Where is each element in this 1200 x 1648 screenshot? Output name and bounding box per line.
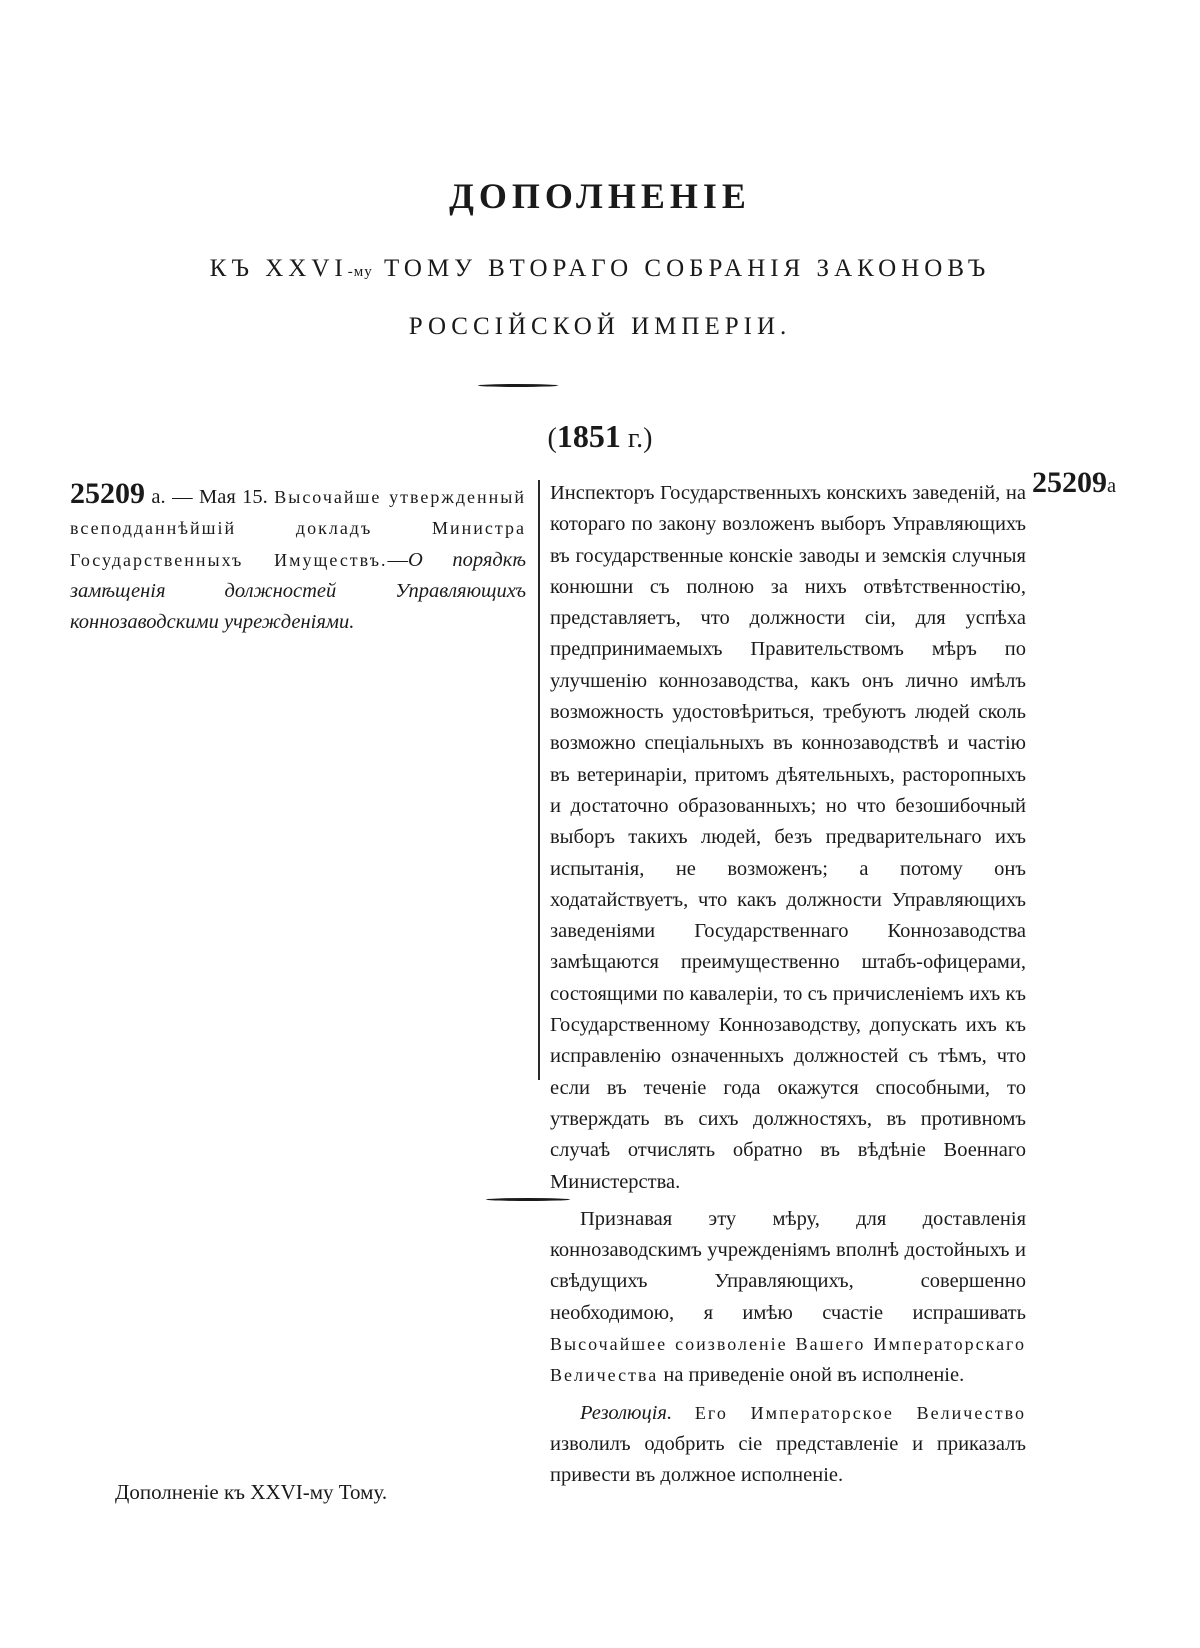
subtitle-line-1 <box>0 256 1200 281</box>
subtitle-line-2: РОССІЙСКОЙ ИМПЕРІИ. <box>408 313 792 340</box>
ornament-rule-bottom <box>486 1198 570 1201</box>
subtitle-collection: ТОМУ ВТОРАГО СОБРАНІЯ ЗАКОНОВЪ <box>383 255 991 282</box>
year-heading <box>0 420 1200 453</box>
subtitle-prefix: КЪ <box>209 255 254 282</box>
conclusion-end: на приведеніе оной въ исполненіе. <box>658 1364 965 1387</box>
margin-number: 25209 <box>1032 466 1107 499</box>
footer-signature: Дополненіе къ XXVI-му Тому. <box>115 1480 388 1504</box>
paragraph-resolution <box>550 1398 1026 1492</box>
resolution-text: изволилъ одобрить сіе представленіе и приказалъ привести въ должное исполненіе. <box>550 1432 1026 1487</box>
resolution-label: Резолюція. <box>580 1401 673 1424</box>
paragraph-conclusion <box>550 1204 1026 1392</box>
resolution-honorific: Его Императорское Величество <box>672 1402 1026 1423</box>
law-letter: а. <box>151 486 166 508</box>
entry-heading <box>70 478 526 638</box>
conclusion-text: Признавая эту мѣру, для доставленія коннозаводскимъ учрежденіямъ вполнѣ достойныхъ и свѣдущихъ Управляющихъ, совершенно необходимою, я имѣю счастіе испрашивать <box>550 1207 1026 1324</box>
year-number: 1851 <box>556 418 621 454</box>
decree-title: Высочайше утвержденный всеподданнѣйшій докладъ Министра Государственныхъ Имуществъ. <box>70 487 526 570</box>
paragraph-petition: Инспекторъ Государственныхъ конскихъ заведеній, на котораго по закону возложенъ выборъ Управляющихъ въ государственные конскіе заводы и земскія случныя конюшни съ полною за нихъ отвѣтственностію, представляетъ, что должности сіи, для успѣха предпринимаемыхъ Правительствомъ мѣръ по улучшенію коннозаводства, какъ онъ лично имѣлъ возможность удостовѣриться, требуютъ людей сколь возможно спеціальныхъ въ коннозаводствѣ и частію въ ветеринаріи, притомъ дѣятельныхъ, расторопныхъ и достаточно образованныхъ; но что безошибочный выборъ такихъ людей, безъ предварительнаго ихъ испытанія, не возможенъ; а потому онъ ходатайствуетъ, что какъ должности Управляющихъ заведеніями Государственнаго Коннозаводства замѣщаются преимущественно штабъ-офицерами, состоящими по кавалеріи, то съ причисленіемъ ихъ къ Государственному Коннозаводству, допускать ихъ къ исправленію означенныхъ должностей съ тѣмъ, что если въ теченіе года окажутся способными, то утверждать въ сихъ должностяхъ, въ противномъ случаѣ отчислять обратно въ вѣдѣніе Военнаго Министерства. <box>550 482 1026 1193</box>
ornament-rule-top <box>478 384 558 387</box>
year-close: г.) <box>620 423 653 454</box>
text-column <box>70 478 526 638</box>
law-number: 25209 <box>70 477 145 510</box>
conclusion-honorific: Высочайшее соизволеніе Вашего Императорскаго Величества <box>550 1334 1026 1386</box>
volume-suffix: -му <box>347 264 373 280</box>
margin-law-number <box>1032 466 1116 500</box>
volume-number: XXVI <box>265 255 348 282</box>
subject-dash: — <box>387 548 409 571</box>
decree-subject: О порядкѣ замѣщенія должностей Управляющихъ коннозаводскими учрежденіями. <box>70 548 526 634</box>
law-date: — Мая 15. <box>165 486 275 508</box>
text-column-right <box>550 478 1026 1492</box>
column-divider <box>538 480 540 1080</box>
margin-letter: а <box>1107 475 1117 497</box>
year-open: ( <box>547 423 557 454</box>
page-title: ДОПОЛНЕНІЕ <box>449 176 751 216</box>
